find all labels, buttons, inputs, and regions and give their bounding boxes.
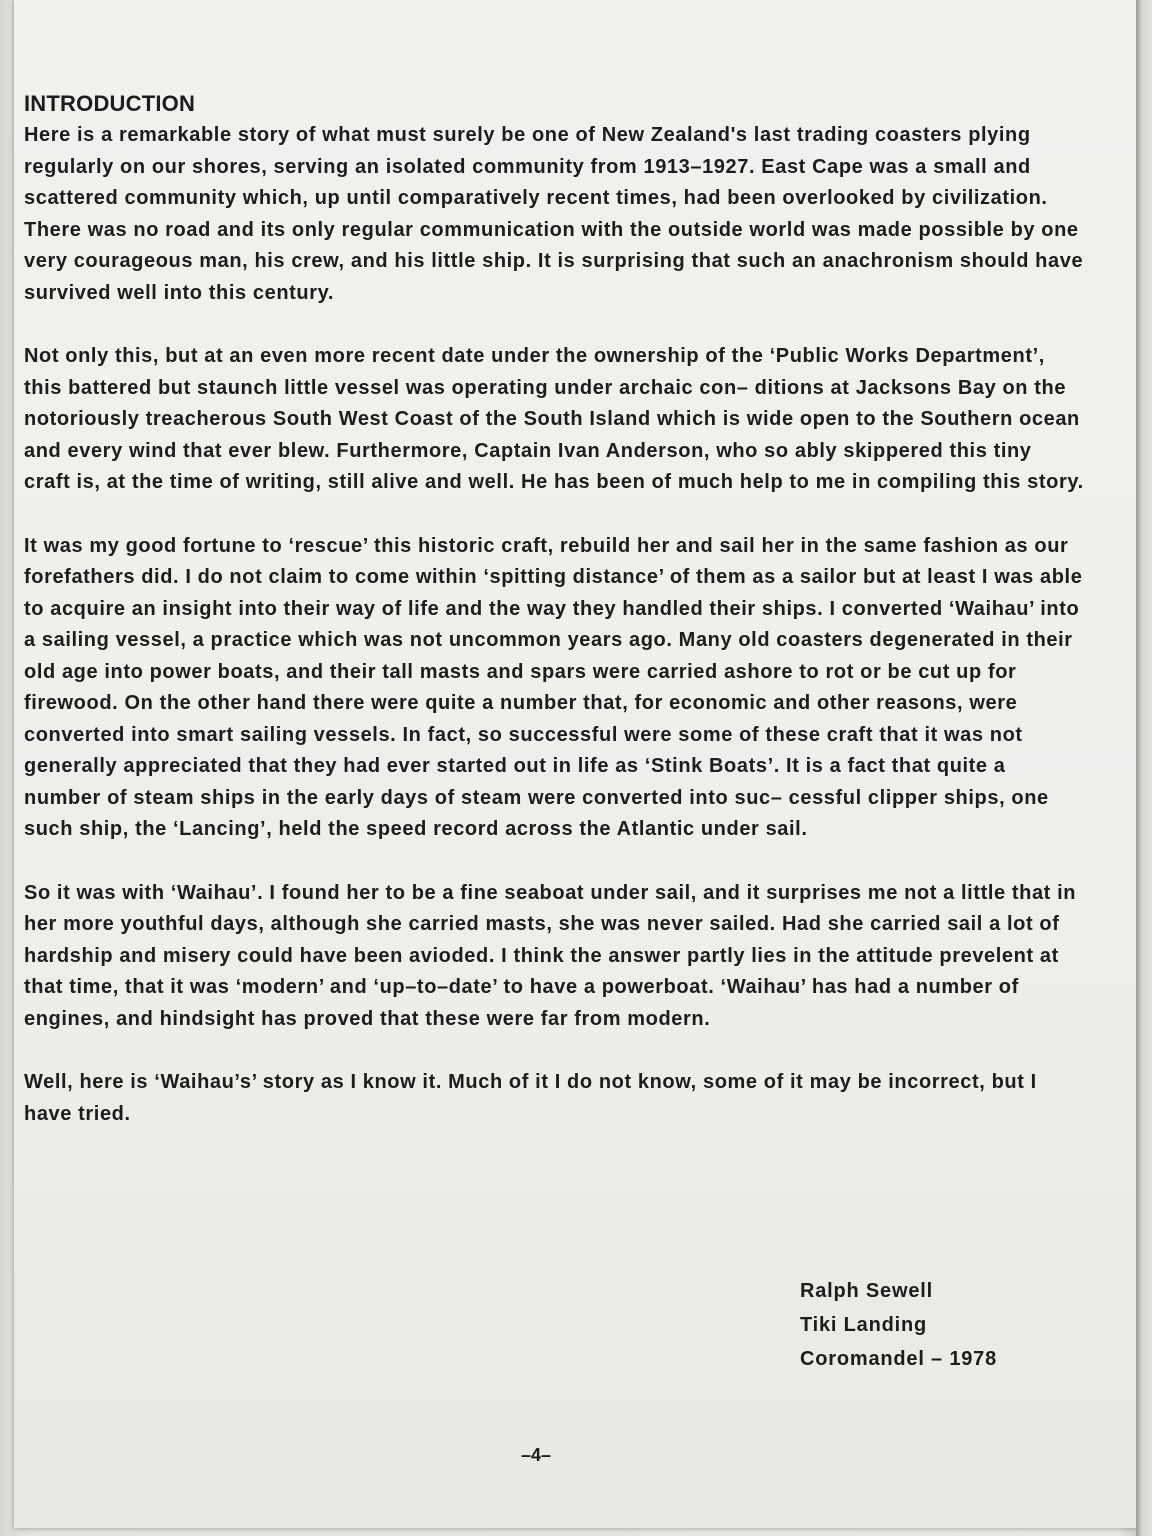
page-number: –4– — [520, 1445, 552, 1465]
signature-location-date: Coromandel – 1978 — [800, 1348, 998, 1370]
paragraph-3: It was my good fortune to ‘rescue’ this historic craft, rebuild her and sail her in the same fashion as our forefathers did. I do not claim to come within ‘spitting distance’ of them as a sailor but at least I was able to acquire an insight into their way of life and the way they handled their ships. I converted ‘Waihau’ into a sailing vessel, a practice which was not uncommon years ago. Many old coasters degenerated in their old age into power boats, and their tall masts and spars were carried ashore to rot or be cut up for firewood. On the other hand there were quite a number that, for economic and other reasons, were converted into smart sailing vessels. In fact, so successful were some of these craft that it was not generally appreciated that they had ever started out in life as ‘Stink Boats’. It is a fact that quite a number of steam ships in the early days of steam were converted into suc– cessful clipper ships, one such ship, the ‘Lancing’, held the speed record across the Atlantic under sail. — [24, 534, 1083, 840]
signature-block — [800, 1274, 997, 1376]
page-title: INTRODUCTION — [24, 91, 196, 116]
signature-name: Ralph Sewell — [800, 1280, 933, 1302]
paragraph-1: Here is a remarkable story of what must surely be one of New Zealand's last trading coasters plying regularly on our shores, serving an isolated community from 1913–1927. East Cape was a small and scattered community which, up until comparatively recent times, had been overlooked by civilization. There was no road and its only regular communication with the outside world was made possible by one very courageous man, his crew, and his little ship. It is surprising that such an anachronism should have survived well into this century. — [24, 124, 1084, 304]
paragraph-4: So it was with ‘Waihau’. I found her to be a fine seaboat under sail, and it surprises me not a little that in her more youthful days, although she carried masts, she was never sailed. Had she carried sail a lot of hardship and misery could have been avioded. I think the answer partly lies in the attitude prevelent at that time, that it was ‘modern’ and ‘up–to–date’ to have a powerboat. ‘Waihau’ has had a number of engines, and hindsight has proved that these were far from modern. — [24, 881, 1077, 1030]
page-body — [24, 88, 1084, 1162]
paragraph-5: Well, here is ‘Waihau’s’ story as I know it. Much of it I do not know, some of it may be incorrect, but I have tried. — [24, 1071, 1037, 1125]
signature-place: Tiki Landing — [800, 1314, 928, 1336]
book-spine — [1136, 0, 1152, 1536]
paragraph-2: Not only this, but at an even more recent date under the ownership of the ‘Public Works Department’, this battered but staunch little vessel was operating under archaic con– ditions at Jacksons Bay on the notoriously treacherous South West Coast of the South Island which is wide open to the Southern ocean and every wind that ever blew. Furthermore, Captain Ivan Anderson, who so ably skippered this tiny craft is, at the time of writing, still alive and well. He has been of much help to me in compiling this story. — [24, 345, 1084, 493]
